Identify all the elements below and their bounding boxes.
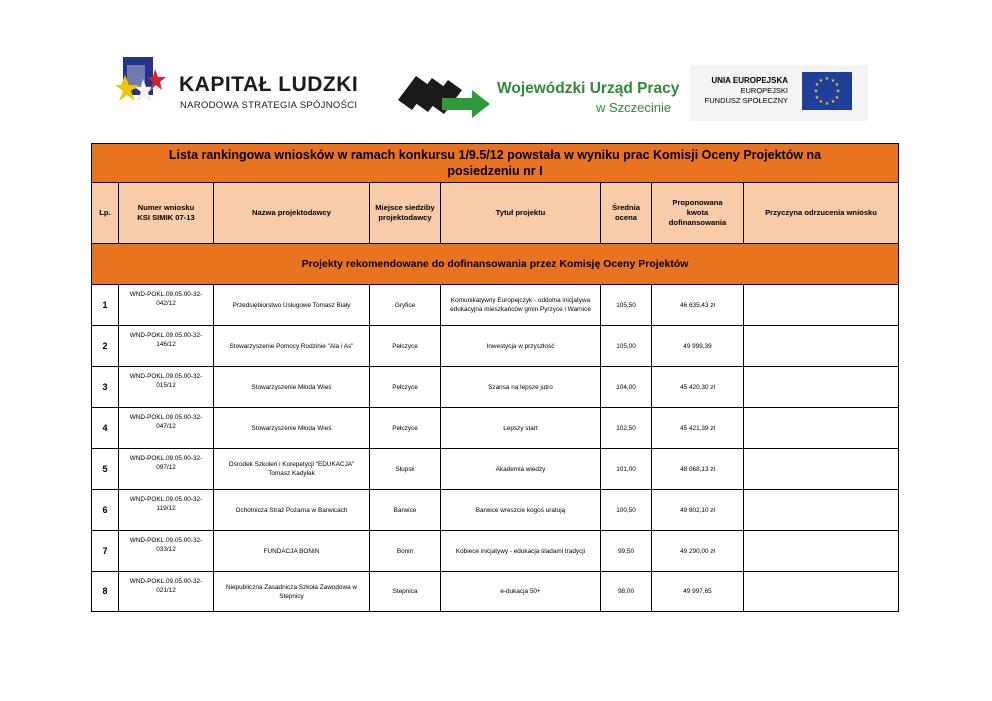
row-przyczyna <box>743 326 898 366</box>
row-przyczyna <box>743 285 898 325</box>
svg-text:★: ★ <box>834 95 840 101</box>
row-numer: WND-POKL.09.05.00-32-146/12 <box>118 326 213 366</box>
eu-logo <box>690 65 868 121</box>
row-lp: 4 <box>91 408 118 448</box>
header-kwota: Proponowana kwota dofinansowania <box>651 183 743 243</box>
svg-text:★: ★ <box>830 78 836 84</box>
row-miejsce: Gryfice <box>369 285 440 325</box>
row-kwota: 49 290,00 zł <box>651 531 743 571</box>
row-tytul: Inwestycja w przyszłość <box>440 326 600 366</box>
row-ocena: 98,00 <box>600 572 651 611</box>
row-miejsce: Stepnica <box>369 572 440 611</box>
row-kwota: 48 068,13 zł <box>651 449 743 489</box>
row-miejsce: Pełczyce <box>369 326 440 366</box>
row-lp: 3 <box>91 367 118 407</box>
header-miejsce: Miejsce siedziby projektodawcy <box>369 183 440 243</box>
svg-text:★: ★ <box>830 99 836 105</box>
row-tytul: Kobiece inicjatywy - edukacja śladami tradycji <box>440 531 600 571</box>
header-numer: Numer wniosku KSI SIMIK 07-13 <box>118 183 213 243</box>
wup-logo <box>396 70 680 120</box>
kapital-ludzki-title: KAPITAŁ LUDZKI <box>179 73 359 96</box>
table-row <box>91 448 899 489</box>
row-kwota: 45 421,39 zł <box>651 408 743 448</box>
svg-text:★: ★ <box>813 88 819 95</box>
svg-text:★: ★ <box>814 95 820 101</box>
table-row <box>91 571 899 612</box>
eu-line3: FUNDUSZ SPOŁECZNY <box>704 96 788 105</box>
svg-text:★: ★ <box>814 82 820 88</box>
svg-text:★: ★ <box>835 88 841 95</box>
row-miejsce: Pełczyce <box>369 408 440 448</box>
kapital-ludzki-emblem-icon <box>113 55 175 119</box>
row-nazwa: FUNDACJA BONIN <box>213 531 369 571</box>
row-tytul: Szansa na lepsze jutro <box>440 367 600 407</box>
eu-flag-icon <box>802 72 852 110</box>
row-kwota: 49 997,65 <box>651 572 743 611</box>
header-ocena: Średnia ocena <box>600 183 651 243</box>
header-tytul: Tytuł projektu <box>440 183 600 243</box>
row-lp: 5 <box>91 449 118 489</box>
row-kwota: 49 999,39 <box>651 326 743 366</box>
header-przyczyna: Przyczyna odrzucenia wniosku <box>743 183 898 243</box>
row-ocena: 100,50 <box>600 490 651 530</box>
row-lp: 6 <box>91 490 118 530</box>
wup-emblem-icon <box>396 70 491 118</box>
row-tytul: Lepszy start <box>440 408 600 448</box>
row-numer: WND-POKL.09.05.00-32-042/12 <box>118 285 213 325</box>
table-row <box>91 489 899 530</box>
row-numer: WND-POKL.09.05.00-32-021/12 <box>118 572 213 611</box>
row-ocena: 105,00 <box>600 326 651 366</box>
row-tytul: e-dukacja 50+ <box>440 572 600 611</box>
svg-text:★: ★ <box>818 78 824 84</box>
row-kwota: 46 635,43 zł <box>651 285 743 325</box>
table-row <box>91 366 899 407</box>
svg-text:★: ★ <box>834 82 840 88</box>
row-lp: 1 <box>91 285 118 325</box>
kapital-ludzki-logo <box>113 55 363 119</box>
row-tytul: Komunikatywny Europejczyk - oddolna inicjatywa edukacyjna mieszkańców gmin Pyrzyce i Warnice <box>440 285 600 325</box>
row-ocena: 101,00 <box>600 449 651 489</box>
svg-text:★: ★ <box>824 101 830 107</box>
row-tytul: Akademia wiedzy <box>440 449 600 489</box>
row-nazwa: Przedsiębiorstwo Usługowe Tomasz Biały <box>213 285 369 325</box>
svg-text:★: ★ <box>818 99 824 105</box>
row-miejsce: Pełczyce <box>369 367 440 407</box>
row-miejsce: Słupsk <box>369 449 440 489</box>
row-ocena: 102,50 <box>600 408 651 448</box>
row-ocena: 99,50 <box>600 531 651 571</box>
wup-name-line1: Wojewódzki Urząd Pracy <box>497 80 680 97</box>
eu-line1: UNIA EUROPEJSKA <box>711 76 788 85</box>
row-numer: WND-POKL.09.05.00-32-047/12 <box>118 408 213 448</box>
row-nazwa: Ochotnicza Straż Pożarna w Barwicach <box>213 490 369 530</box>
row-kwota: 45 420,30 zł <box>651 367 743 407</box>
row-przyczyna <box>743 408 898 448</box>
table-row <box>91 530 899 571</box>
table-row <box>91 325 899 366</box>
row-kwota: 49 802,10 zł <box>651 490 743 530</box>
row-przyczyna <box>743 572 898 611</box>
row-ocena: 104,00 <box>600 367 651 407</box>
row-ocena: 105,50 <box>600 285 651 325</box>
ranking-table <box>91 143 899 612</box>
row-numer: WND-POKL.09.05.00-32-033/12 <box>118 531 213 571</box>
row-lp: 2 <box>91 326 118 366</box>
section-row <box>91 243 899 284</box>
row-nazwa: Stowarzyszenie Młoda Wieś <box>213 367 369 407</box>
section-title: Projekty rekomendowane do dofinansowania przez Komisję Oceny Projektów <box>91 244 898 284</box>
eu-line2: EUROPEJSKI <box>740 86 788 95</box>
row-nazwa: Stowarzyszenie Pomocy Rodzinie "Ala i As" <box>213 326 369 366</box>
svg-text:★: ★ <box>824 76 830 82</box>
row-przyczyna <box>743 449 898 489</box>
row-lp: 8 <box>91 572 118 611</box>
row-numer: WND-POKL.09.05.00-32-097/12 <box>118 449 213 489</box>
row-lp: 7 <box>91 531 118 571</box>
row-miejsce: Bonin <box>369 531 440 571</box>
row-nazwa: Ośrodek Szkoleń i Korepetycji "EDUKACJA" Tomasz Kadyłak <box>213 449 369 489</box>
table-header-row <box>91 182 899 243</box>
table-title-row <box>91 143 899 182</box>
table-title: Lista rankingowa wniosków w ramach konkursu 1/9.5/12 powstała w wyniku prac Komisji Oceny Projektów na posiedzeniu nr I <box>91 144 898 182</box>
row-przyczyna <box>743 531 898 571</box>
row-nazwa: Stowarzyszenie Młoda Wieś <box>213 408 369 448</box>
row-tytul: Barwice wreszcie kogoś uratują <box>440 490 600 530</box>
row-przyczyna <box>743 367 898 407</box>
row-nazwa: Niepubliczna Zasadnicza Szkoła Zawodowa w Stepnicy <box>213 572 369 611</box>
header-lp: Lp. <box>91 183 118 243</box>
row-numer: WND-POKL.09.05.00-32-119/12 <box>118 490 213 530</box>
table-row <box>91 407 899 448</box>
header-nazwa: Nazwa projektodawcy <box>213 183 369 243</box>
wup-name-line2: w Szczecinie <box>596 100 672 115</box>
kapital-ludzki-subtitle: NARODOWA STRATEGIA SPÓJNOŚCI <box>180 100 358 111</box>
row-miejsce: Barwice <box>369 490 440 530</box>
row-przyczyna <box>743 490 898 530</box>
row-numer: WND-POKL.09.05.00-32-015/12 <box>118 367 213 407</box>
table-row <box>91 284 899 325</box>
